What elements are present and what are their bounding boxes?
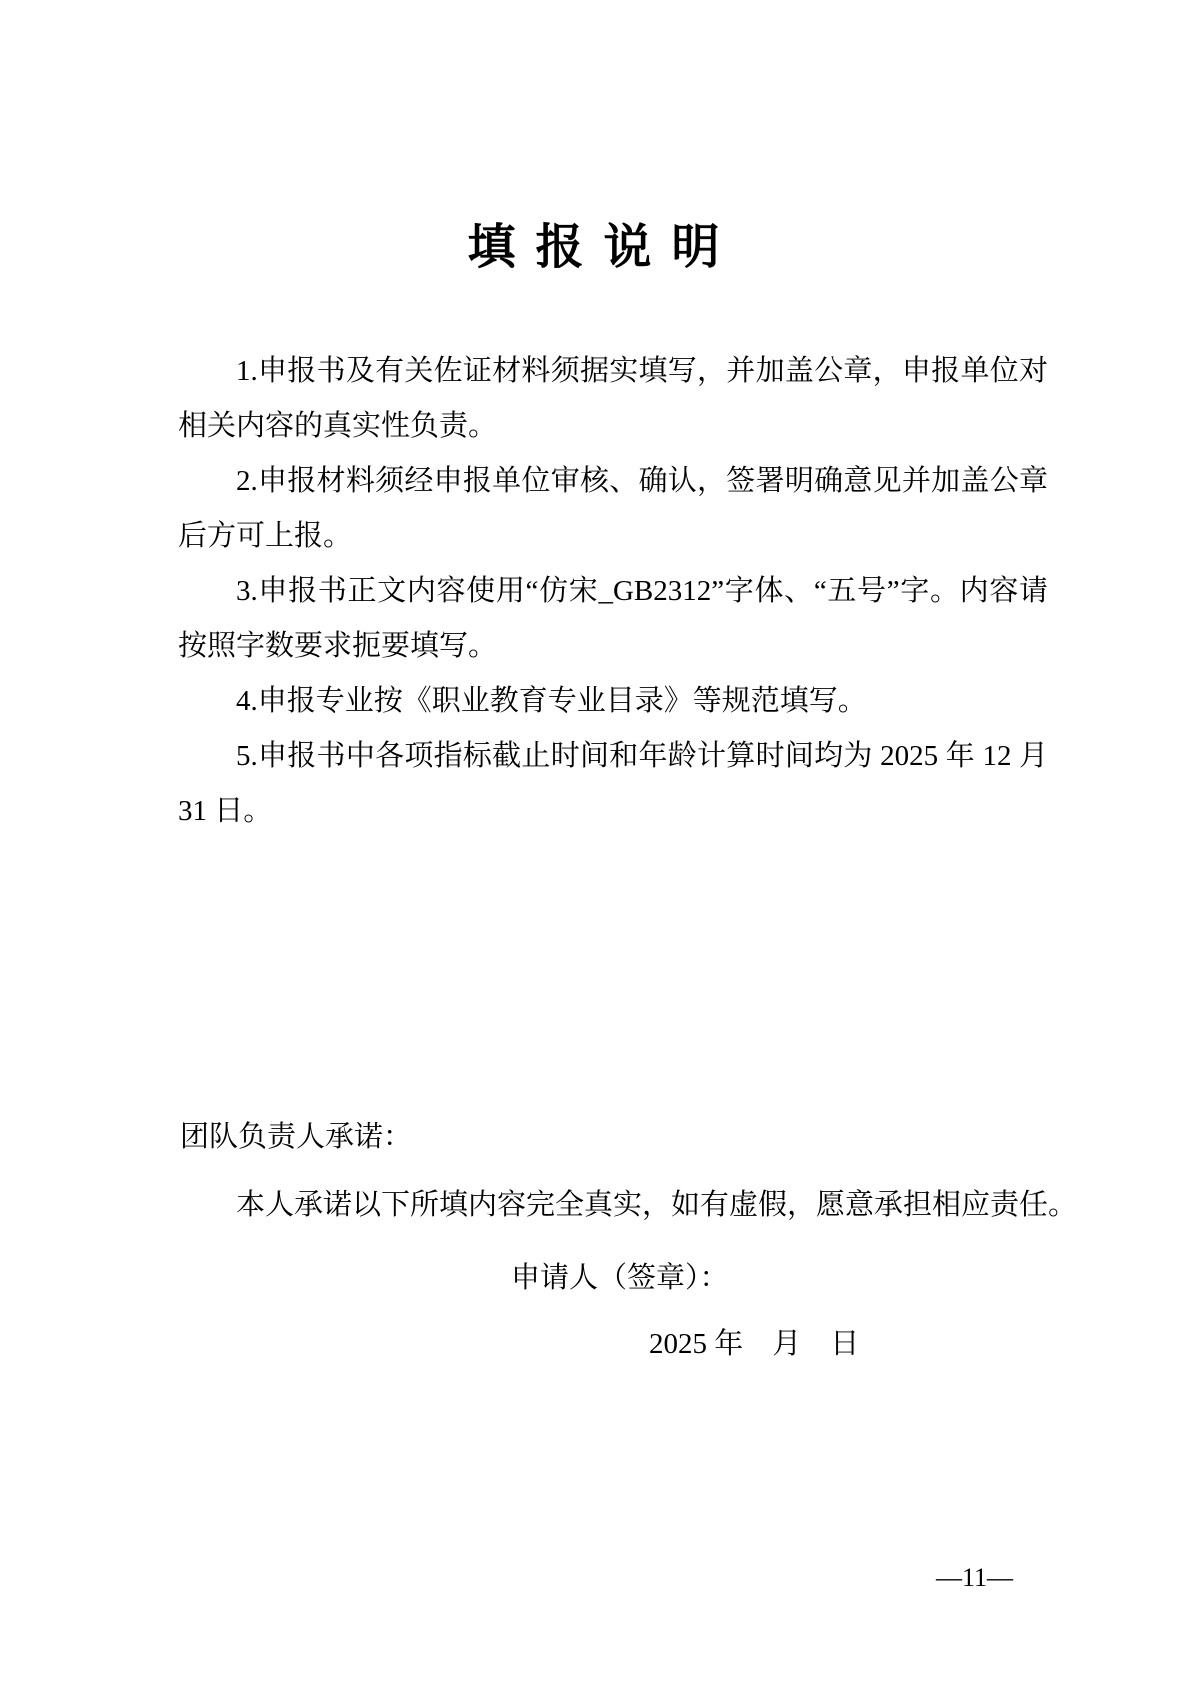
instruction-line: 2.申报材料须经申报单位审核、确认，签署明确意见并加盖公章 bbox=[236, 465, 1048, 497]
instruction-line: 5.申报书中各项指标截止时间和年龄计算时间均为 2025 年 12 月 bbox=[236, 740, 1048, 772]
page-title: 填 报 说 明 bbox=[467, 221, 724, 274]
signature-label: 申请人（签章）： bbox=[511, 1262, 729, 1294]
page-number: —11— bbox=[935, 1563, 1013, 1592]
commitment-statement: 本人承诺以下所填内容完全真实，如有虚假，愿意承担相应责任。 bbox=[236, 1189, 1078, 1221]
instruction-item-3 bbox=[178, 564, 1048, 674]
instructions-section bbox=[178, 344, 1048, 839]
instruction-line: 后方可上报。 bbox=[178, 520, 353, 552]
instruction-line: 1.申报书及有关佐证材料须据实填写，并加盖公章，申报单位对 bbox=[236, 355, 1048, 387]
instruction-line: 按照字数要求扼要填写。 bbox=[178, 630, 498, 662]
instruction-line: 相关内容的真实性负责。 bbox=[178, 410, 498, 442]
instruction-line: 3.申报书正文内容使用“仿宋_GB2312”字体、“五号”字。内容请 bbox=[236, 575, 1048, 607]
instruction-item-5 bbox=[178, 729, 1048, 839]
instruction-item-2 bbox=[178, 454, 1048, 564]
instruction-line: 4.申报专业按《职业教育专业目录》等规范填写。 bbox=[236, 685, 867, 717]
instruction-line: 31 日。 bbox=[178, 795, 273, 827]
commitment-heading: 团队负责人承诺： bbox=[180, 1121, 413, 1153]
instruction-item-1 bbox=[178, 344, 1048, 454]
instruction-item-4 bbox=[178, 674, 1048, 729]
date-line: 2025 年 月 日 bbox=[649, 1328, 860, 1360]
